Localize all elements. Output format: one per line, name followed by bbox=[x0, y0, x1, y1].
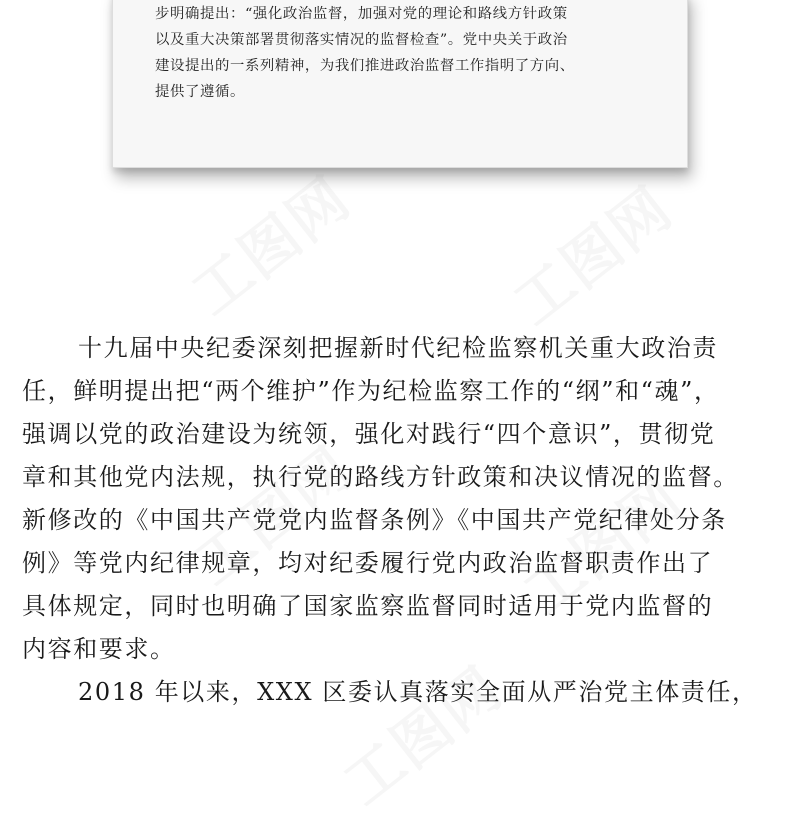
watermark: 工图网 bbox=[501, 173, 685, 339]
watermark: 工图网 bbox=[511, 463, 695, 629]
quote-line: 提供了遵循。 bbox=[155, 84, 245, 100]
watermark: 工图网 bbox=[331, 653, 515, 819]
quote-line: 建设提出的一系列精神，为我们推进政治监督工作指明了方向、 bbox=[155, 58, 575, 74]
quote-line: 以及重大决策部署贯彻落实情况的监督检查”。党中央关于政治 bbox=[155, 32, 568, 48]
paragraph-line: 任，鲜明提出把“两个维护”作为纪检监察工作的“纲”和“魂”， bbox=[22, 377, 720, 405]
paragraph-line: 新修改的《中国共产党党内监督条例》《中国共产党纪律处分条 bbox=[22, 506, 727, 534]
paragraph-line: 2018 年以来，XXX 区委认真落实全面从严治党主体责任， bbox=[78, 678, 758, 706]
watermark: 工图网 bbox=[181, 433, 365, 599]
paragraph-line: 内容和要求。 bbox=[22, 635, 176, 663]
quote-line: 步明确提出：“强化政治监督，加强对党的理论和路线方针政策 bbox=[155, 6, 568, 22]
document-body bbox=[22, 327, 782, 714]
paragraph-line: 十九届中央纪委深刻把握新时代纪检监察机关重大政治责 bbox=[78, 334, 718, 362]
watermark: 工图网 bbox=[179, 163, 363, 329]
paragraph-line: 章和其他党内法规，执行党的路线方针政策和决议情况的监督。 bbox=[22, 463, 739, 491]
quote-text bbox=[155, 1, 655, 105]
paragraph-line: 强调以党的政治建设为统领，强化对践行“四个意识”，贯彻党 bbox=[22, 420, 716, 448]
paragraph-line: 例》等党内纪律规章，均对纪委履行党内政治监督职责作出了 bbox=[22, 549, 714, 577]
paragraph-line: 具体规定，同时也明确了国家监察监督同时适用于党内监督的 bbox=[22, 592, 714, 620]
quote-box bbox=[112, 0, 688, 168]
